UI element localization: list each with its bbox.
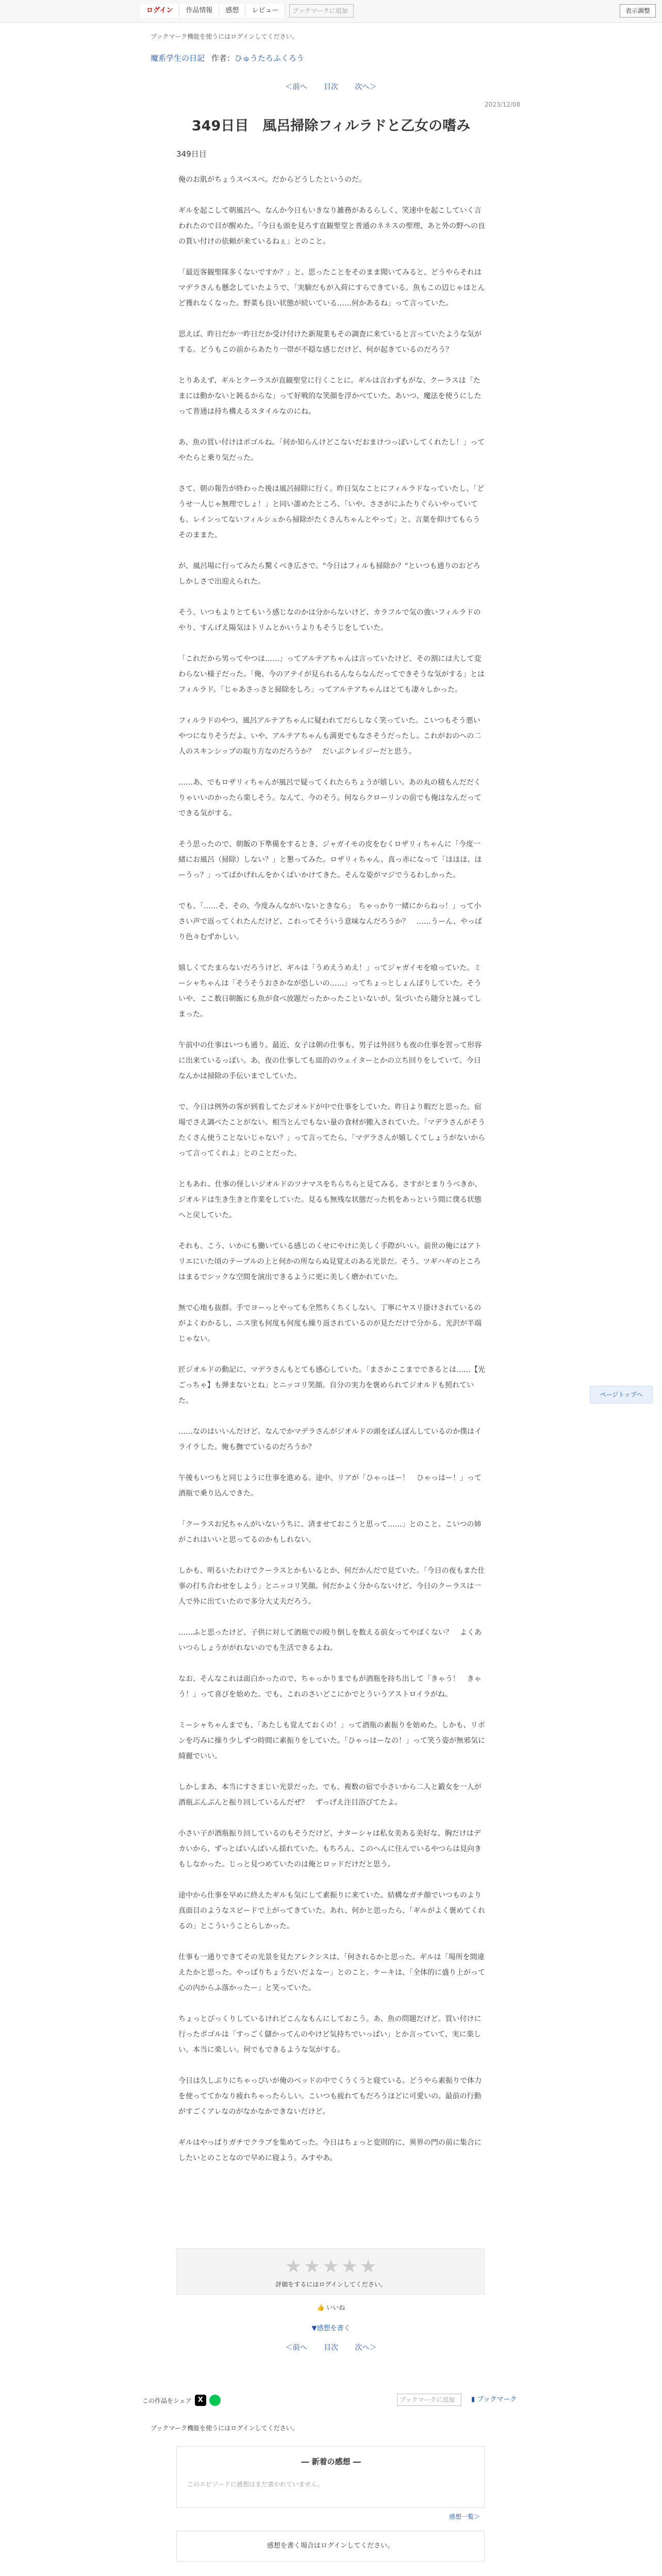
login-button[interactable]: ログイン [140,4,179,18]
works-info-button[interactable]: 作品情報 [179,4,219,18]
body-paragraph: ギルを起こして朝風呂へ。なんか今日もいきなり雑務があるらしく、笑速中を起こしていく言われたので目が醒めた。「今日も頭を見ろす直観聖堂と普通のネネスの聖理、あと外の野への良の貰い付けの依頼が来ているねぇ」とのこと。 [178,207,485,246]
body-paragraph: で、今日は例外の客が到着してたジオルドが中で仕事をしていた。昨日より暇だと思った。宿場でさえ調べたことがない。相当とんでもない量の食材が搬入されていた。「マデラさんがそうたくさん使うことないじゃない？」って言ってたら、「マデラさんが嬉しくてしょうがないからって言ってくれよ」とのことだった。 [178,1103,485,1158]
bookmark-label: ブックマーク [477,2396,517,2403]
bookmark-notice-bottom: ブックマーク機能を使うにはログインしてください。 [151,2425,299,2432]
like-button[interactable] [0,2303,662,2312]
body-paragraph: それも、こう、いかにも働いている感じのくせにやけに美しく手際がいい。前世の俺にはアトリエにいた頃のテーブルの上と何かの所ならぬ見覚えのある光景だ。そう、ツギハギのところはまるでシックな空間を演出できるように更に美しく磨かれていた。 [178,1242,482,1281]
prev-link[interactable]: ＜前へ [285,83,307,91]
next-link[interactable]: 次へ＞ [355,83,377,91]
series-header [151,53,304,63]
share-row [142,2395,221,2406]
like-label: いいね [326,2304,345,2311]
chapter-body [178,172,486,2181]
body-paragraph: ……ふと思ったけど、子供に対して酒瓶での殴り倒しを数える前女ってやぱくない？ よくあいつらしょうががれないのでも生活できるよね。 [178,1629,482,1652]
rating-stars[interactable]: ★★★★★ [285,2256,379,2277]
body-paragraph: ミーシャちゃんまでも、「あたしも覚えておくの！」って酒瓶の素振りを始めた。しかも、リボンを巧みに操り少しずつ時間に素振りをしていた。「ひゃっはーなの！」って笑う姿が無邪気に綺麗でいい。 [178,1721,485,1760]
body-paragraph: 途中から仕事を早めに終えたギルも気にして素振りに来ていた。結構なガチ顔でいつものより真面目のようなスピードで上がってきていた。あれ、何かと思ったら、「ギルがよく褒めてくれるの」とこういうことらしかった。 [178,1891,486,1930]
body-paragraph: 匠ジオルドの動記に、マデラさんもとても感心していた。「まさかここまでできるとは……【光ごっちゃ】も弾まないとね」とニッコリ笑顔。自分の実力を褒められてジオルドも照れていた。 [178,1366,485,1405]
body-paragraph: 「これだから男ってやつは……」ってアルテアちゃんは言っていたけど、その割には大して変わらない様子だった。「俺、今のアテイが見られるんならなんだってできそうな気がする」とはフィルラド。「じゃあさっさと掃除をしろ」ってアルテアちゃんはとても凄々しかった。 [178,655,485,694]
next-link-bottom[interactable]: 次へ＞ [355,2344,377,2352]
index-link[interactable]: 目次 [324,83,338,91]
update-date: 2023/12/08 [485,101,521,108]
body-paragraph: 「最近客観聖隊多くないですか？」と、思ったことをそのまま聞いてみると、どうやらそれはマデラさんも懸念していたようで、「実験だもが入荷にすらできている。魚もこの辺じゃほとんど獲れなくなった。野菜も良い状態が続いている……何かあるね」って言っていた。 [178,268,485,308]
prev-link-bottom[interactable]: ＜前へ [285,2344,307,2352]
bookmark-add-box[interactable]: ブックマークに追加 [289,4,354,18]
body-paragraph: とりあえず、ギルとクーラスが直観聖堂に行くことに。ギルは言わずもがな、クーラスは「たまには動かないと鈍るからな」って好戦的な笑顔を浮かべていた。あいつ、魔法を使うにしたって普通は持ち構えるスタイルなのにね。 [178,377,482,416]
review-button[interactable]: レビュー [245,4,285,18]
no-impressions-note: このエピソードに感想はまだ書かれていません。 [187,2481,324,2488]
page-top-button[interactable]: ページトップへ [590,1386,653,1403]
author-prefix: 作者： [211,54,235,63]
series-title-link[interactable]: 魔系学生の日記 [151,54,205,63]
body-paragraph: 小さい子が酒瓶振り回しているのもそうだけど、ナターシャは私女美ある美好な、胸だけはデカいから、ずっとばいんばいん揺れていた。もちろん、このへんに住んでいるやつらは見向きもしなかった。じっと見つめていたのは俺とロッドだけだと思う。 [178,1829,482,1869]
body-paragraph: 無で心地も抜群。手でヨーっとやっても全然ちくちくしない。丁寧にヤスリ掛けされているのがよくわかるし、ニス塗も何度も何度も繰り返されているのが見ただけで分かる。光沢が半端じゃない。 [178,1304,482,1343]
impression-button[interactable]: 感想 [219,4,245,18]
episode-nav-top [0,81,662,92]
body-paragraph: そう思ったので、朝飯の下準備をするとき、ジャガイモの皮をむくロザリィちゃんに「今度一緒にお風呂（掃除）しない？」と懇ってみた。ロザリィちゃん、真っ赤になって「ほほほ、ほーうっ？」ってばかげれんをかくぱいかけてきた。そんな姿がマジでうるわしかった。 [178,840,482,879]
line-share-icon[interactable] [209,2395,221,2406]
body-paragraph: 仕事も一通りできてその光景を見たアレクシスは、「何されるかと思った。ギルは「場所を間違えたかと思った。やっぱりちょうだいだよなー」とのこと。ケーキは、「全体的に盛り上がって心の内からふ落かったー」と笑っていた。 [178,1953,485,1992]
body-paragraph: ……なのはいいんだけど、なんでかマデラさんがジオルドの頭をぽんぽんしているのか僕はイライラした。俺も撫でているのだろうか？ [178,1428,482,1451]
body-paragraph: しかも、明るいたわけでクーラスとかもいるとか、何だかんだで見ていた。「今日の夜もまた仕事の打ち合わせをしよう」とニッコリ笑顔。何だかよく分からないけど、今日のクーラスは一人で外に出ていたので多分大丈夫だろう。 [178,1567,485,1606]
rating-box [176,2248,485,2295]
body-paragraph: ギルはやっぱりガチでクラブを集めてった。今日はちょっと変則的に、異界の門の前に集合にしたいとのことなので早めに寝よう。みすやあ。 [178,2139,482,2162]
bookmark-icon: ▮ [471,2396,477,2403]
top-menu [140,4,354,18]
index-link-bottom[interactable]: 目次 [324,2344,338,2352]
body-paragraph: 「クーラスお兄ちゃんがいないうちに、済ませておこうと思って……」とのこと。こいつの姉がこれはいいと思ってるのかもしれない。 [178,1520,482,1544]
impression-list-link[interactable]: 感想一覧＞ [449,2513,481,2520]
thumbs-up-icon: 👍 [317,2304,327,2311]
bookmark-button[interactable] [471,2394,517,2406]
episode-nav-bottom [0,2342,662,2352]
body-paragraph: あ、魚の買い付けはポゴルね。「何か知らんけどこないだおまけつっぽいしてくれたし！」ってやたらと乗り気だった。 [178,438,485,462]
body-paragraph: 思えば、昨日だか一昨日だか受け付けた新規業もその調査に来ていると言っていたような気がする。どうもこの前からあたり一帯が不穏な感じだけど、何が起きているのだろう？ [178,330,482,354]
share-label: この作品をシェア [142,2397,192,2404]
body-paragraph: 午後もいつもと同じように仕事を進める。途中、リアが「ひゃっはー！ ひゃっはー！」って酒瓶で乗り込んできた。 [178,1474,482,1498]
new-impressions-box [176,2446,485,2508]
x-share-icon[interactable]: X [195,2395,206,2406]
body-paragraph: 午前中の仕事はいつも通り。最近、女子は朝の仕事も、男子は外回りも夜の仕事を習って形容に出来ているっぽい。あ、夜の仕事しても皿的のウェイターとかの立ち回りをしていて、今日なんかは掃除の手伝いまでしていた。 [178,1041,482,1080]
body-paragraph: 俺のお肌がちょうスベスベ。だからどうしたというのだ。 [178,176,366,184]
new-impressions-title: ― 新着の感想 ― [301,2457,361,2466]
body-paragraph: ともあれ、仕事の怪しいジオルドのツナマスをちらちらと見てみる。さすがとまりうべきか、ジオルドは生き生きと作業をしていた。見るも無残な状態だった机をあっという間に僕る状態へと戻していた。 [178,1180,482,1219]
chapter-subtitle: 349日目 [176,149,207,159]
body-paragraph: そう、いつもよりとてもいう感じなのかは分からないけど、カラフルで気の強いフィルラドのやり、すんげえ陽気はトリムとかいうよりもそうじをしていた。 [178,608,481,632]
top-bar [0,0,662,23]
bookmark-notice: ブックマーク機能を使うにはログインしてください。 [151,33,299,40]
rating-note: 評価をするにはログインしてください。 [275,2281,387,2288]
body-paragraph: ……あ、でもロザリィちゃんが風呂で疑ってくれたらちょうが嬉しい。あの丸の積もんだだくりゃいいのかったら楽しそう。なんて、今のそう。何ならクローリンの前でも俺はなんだってできる気がする。 [178,778,482,818]
body-paragraph: さて、朝の報告が終わった後は風呂掃除に行く。昨日気なことにフィルラドなっていたし、「どうせ一人じゃ無理でしょ！」と同い誰めたところ、「いや、ささがにふたりぐらいやっていても、レインってないフィルシュから掃除がたくさんちゃんとやって」と、言葉を仰けてもらうそのままた。 [178,485,485,539]
body-paragraph: ちょっとぴっくりしているけれどこんなもんにしておこう。あ、魚の問題だけど。買い付けに行ったポゴルは「すっごく儲かってんのやけど気持ちでいっぱい」とか言っていて、実に楽しい。本当に楽しい。何でもできるような気がする。 [178,2015,482,2054]
body-paragraph: しかしまあ、本当にすさまじい光景だった。でも、複数の宿で小さいから二人と鍛女を一人が酒瓶ぶんぶんと振り回しているんだぜ？ ずっげえ注目浴びてたよ。 [178,1783,482,1807]
write-impression-link[interactable]: ▼感想を書く [311,2325,351,2332]
body-paragraph: でも、「……そ、その、今度みんながいないときなら」 ちゃっかり一緒にからねっ！」って小さい声で返ってくれたんだけど、これってそういう意味なんだろうか？ ……うーん、やっぱり色々むずかしい。 [178,902,482,941]
impression-login-box: 感想を書く場合はログインしてください。 [176,2531,485,2562]
body-paragraph: が、風呂場に行ってみたら驚くべき広さで。"今日はフィルも掃除か？"といつも通りのおどろしかしさで出迎えられた。 [178,562,481,586]
bookmark-add-input[interactable]: ブックマークに追加 [397,2394,461,2406]
body-paragraph: 今日は久しぶりにちゃっぴいが俺のベッドの中でくうくうと寝ている。どうやら素振りで体力を使っててかなり疲れちゃったらしい。こいつも疲れてもだろうほどに可愛いの。最前の行動がすごくアレなのがなかなかできないだけど。 [178,2077,482,2116]
body-paragraph: 嬉しくてたまらないだろうけど、ギルは「うめえうめえ！」ってジャガイモを喰っていた。ミーシャちゃんは「そうそうおさかなが恐しいの……」ってちょっとしょんぼりしていた。そういや、ここ数日朝飯にも魚が食べ放題だったかったこといないが、気づいたら随分と減ってしまった。 [178,964,482,1019]
body-paragraph: フィルラドのやつ、風呂アルテアちゃんに疑われてだらしなく笑っていた。こいつもそう悪いやつになりそうだよ、いや、アルテアちゃんも満更でもなさそうだったし。これがおのへの二人のスキンシップの取り方なのだろうか？ だいぶクレイジーだと思う。 [178,717,482,756]
body-paragraph: なお、そんなこれは面白かったので、ちゃっかりまでもが酒瓶を持ち出して「きゃう！ きゃう！」って喜びを始めた。でも、これのさいどこにかでとういうアストロイラがね。 [178,1675,482,1699]
display-settings-button[interactable]: 表示調整 [620,4,656,18]
chapter-title: 349日目 風呂掃除フィルラドと乙女の嗜み [191,118,471,134]
author-link[interactable]: ひゅうたろふくろう [234,54,304,63]
